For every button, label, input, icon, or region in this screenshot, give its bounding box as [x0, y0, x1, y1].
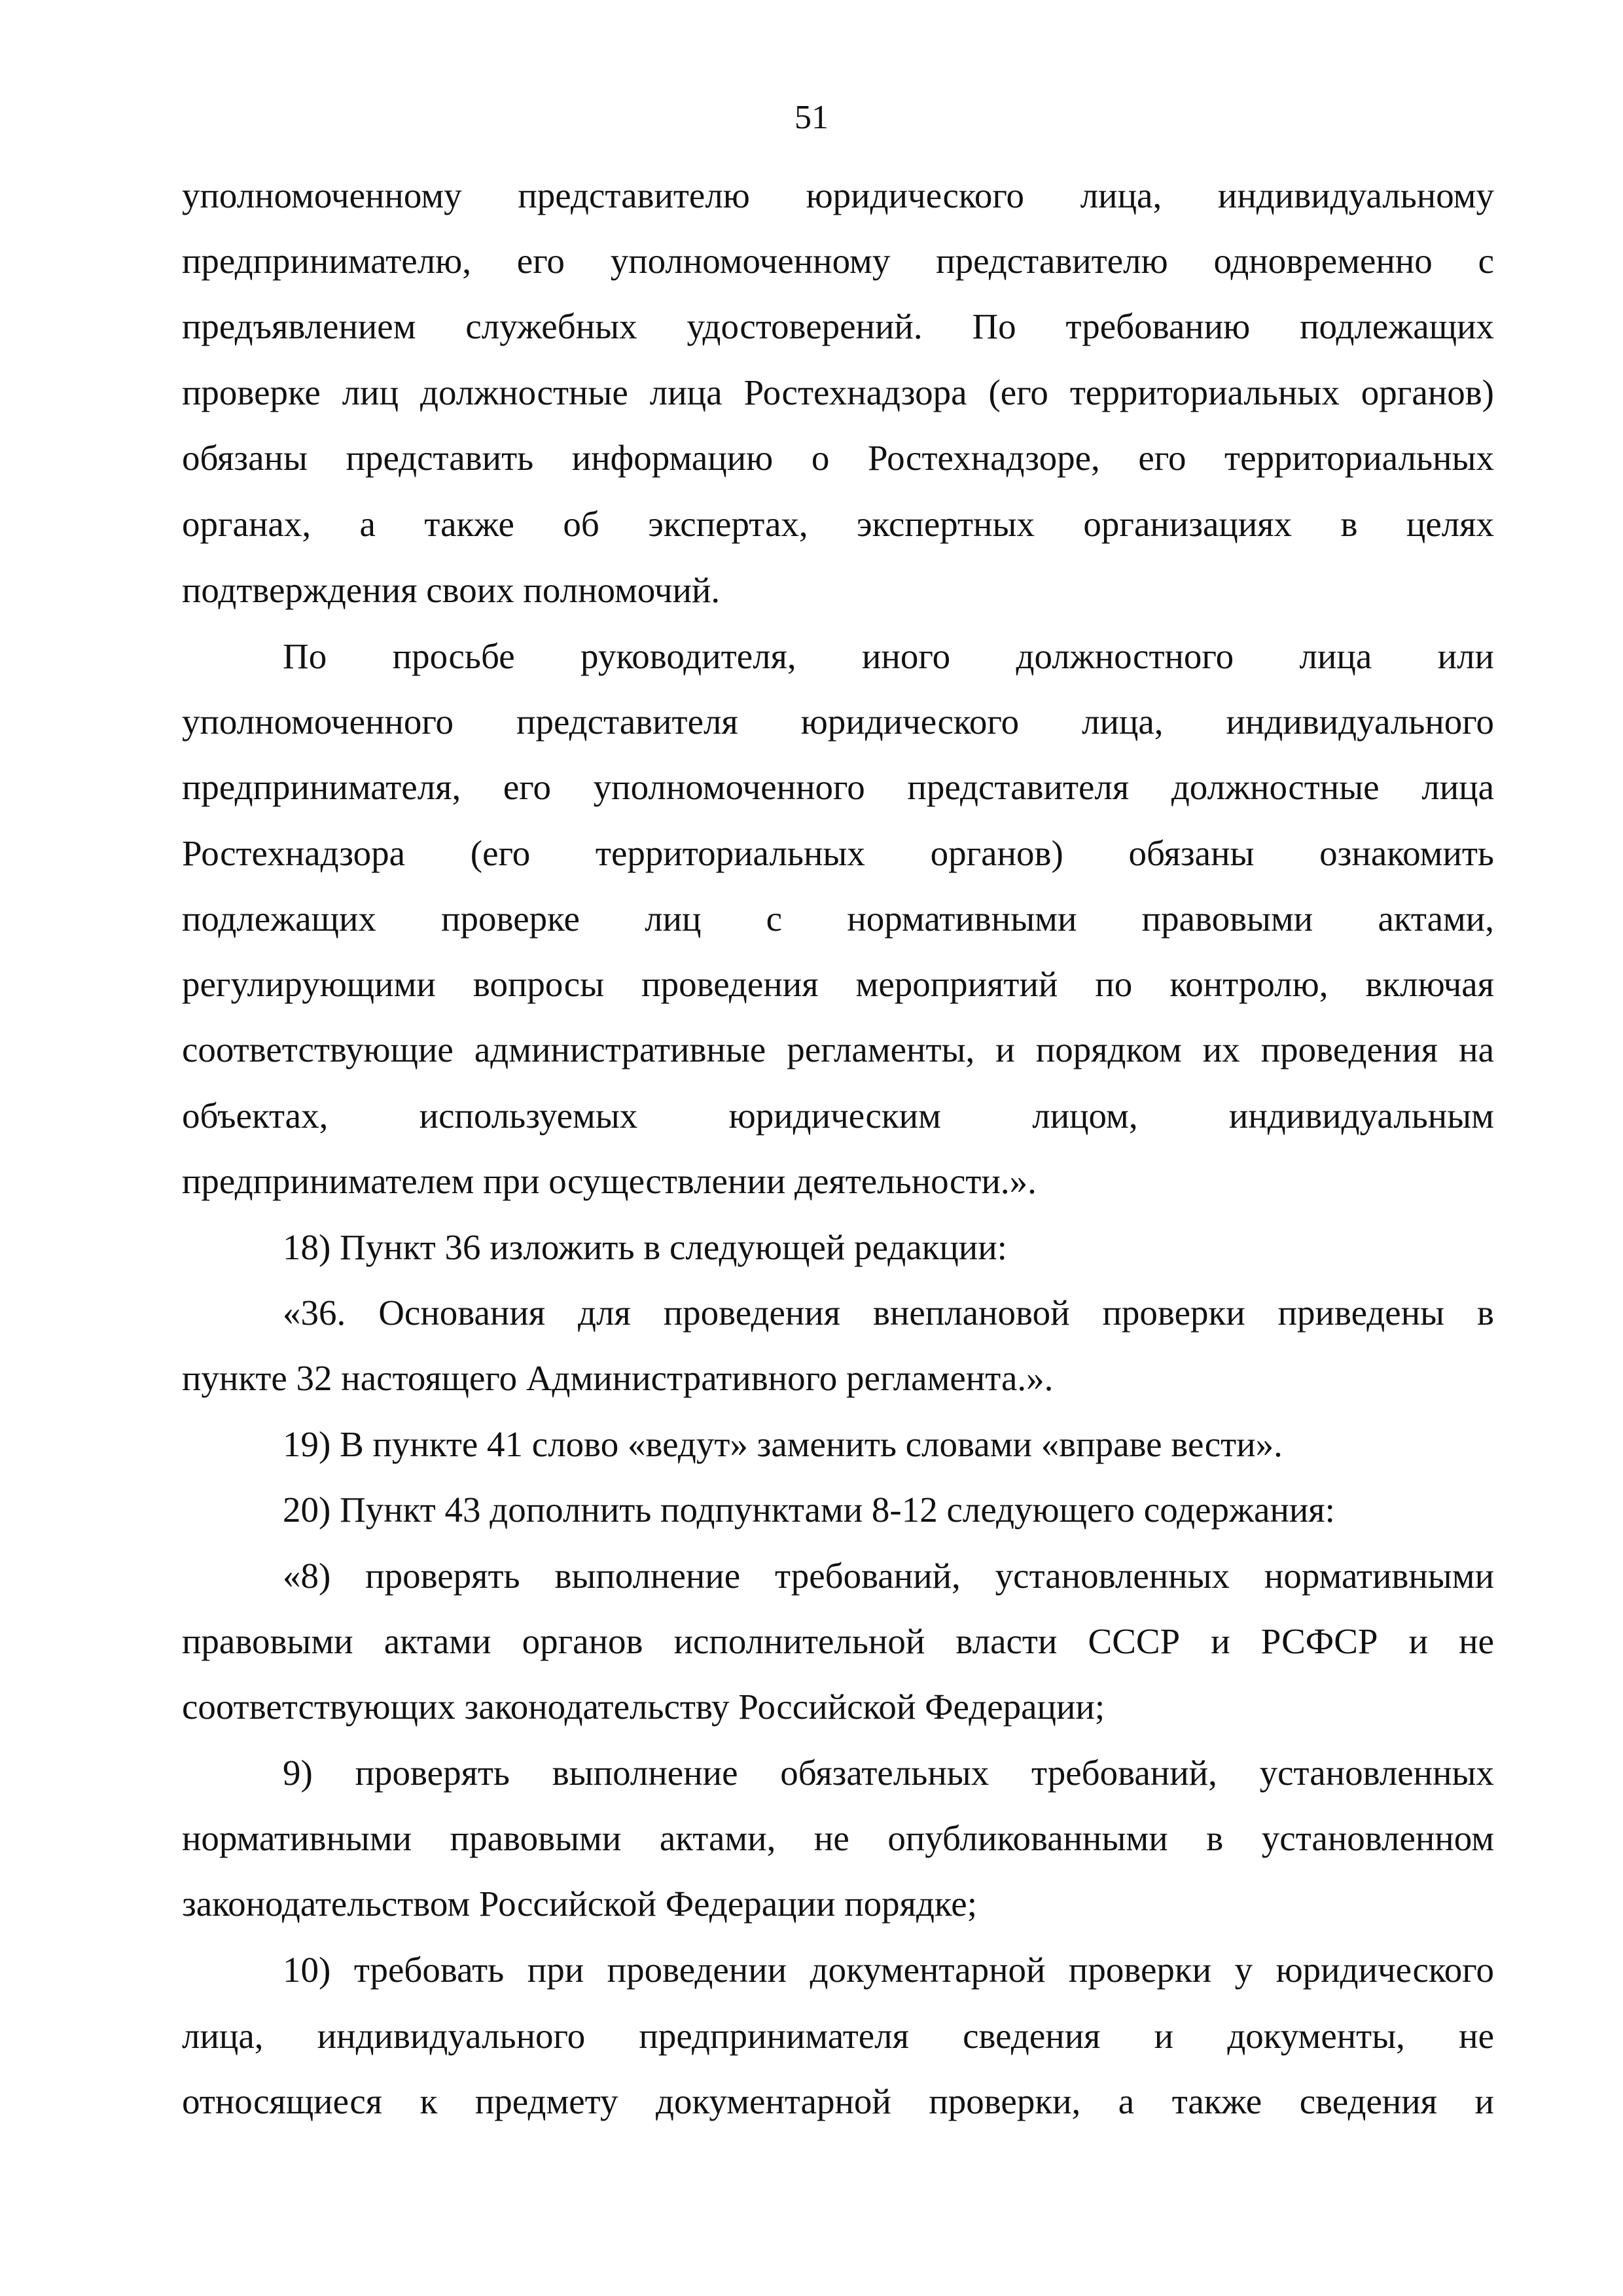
- text-line: 20) Пункт 43 дополнить подпунктами 8-12 следующего содержания:: [283, 1490, 1335, 1530]
- text-line: пункте 32 настоящего Административного регламента.».: [182, 1358, 1054, 1398]
- text-line: предпринимателем при осуществлении деятельности.».: [182, 1161, 1037, 1201]
- text-line: регулирующими вопросы проведения мероприятий по контролю, включая: [182, 964, 1494, 1004]
- text-line: обязаны представить информацию о Ростехнадзоре, его территориальных: [182, 438, 1494, 478]
- text-line: законодательством Российской Федерации порядке;: [182, 1884, 977, 1924]
- page-number: 51: [794, 99, 829, 136]
- text-line: подлежащих проверке лиц с нормативными правовыми актами,: [182, 899, 1494, 939]
- text-line: «8) проверять выполнение требований, установленных нормативными: [283, 1556, 1494, 1596]
- text-line: 18) Пункт 36 изложить в следующей редакции:: [283, 1227, 1007, 1267]
- text-line: 19) В пункте 41 слово «ведут» заменить словами «вправе вести».: [283, 1424, 1283, 1464]
- text-line: соответствующие административные регламенты, и порядком их проведения на: [182, 1030, 1494, 1069]
- text-line: По просьбе руководителя, иного должностного лица или: [283, 636, 1494, 676]
- text-line: органах, а также об экспертах, экспертных организациях в целях: [182, 504, 1494, 544]
- text-line: 10) требовать при проведении документарной проверки у юридического: [283, 1950, 1494, 1990]
- text-line: относящиеся к предмету документарной проверки, а также сведения и: [182, 2081, 1494, 2121]
- text-line: соответствующих законодательству Российской Федерации;: [182, 1687, 1105, 1727]
- text-line: нормативными правовыми актами, не опубликованными в установленном: [182, 1818, 1494, 1858]
- text-line: «36. Основания для проведения внеплановой проверки приведены в: [283, 1293, 1494, 1333]
- text-line: проверке лиц должностные лица Ростехнадзора (его территориальных органов): [182, 372, 1494, 412]
- text-line: предъявлением служебных удостоверений. По требованию подлежащих: [182, 306, 1494, 346]
- text-line: уполномоченного представителя юридического лица, индивидуального: [182, 702, 1494, 742]
- text-line: предпринимателя, его уполномоченного представителя должностные лица: [182, 767, 1494, 807]
- text-line: Ростехнадзора (его территориальных органов) обязаны ознакомить: [182, 833, 1494, 873]
- text-line: правовыми актами органов исполнительной власти СССР и РСФСР и не: [182, 1621, 1494, 1661]
- text-line: лица, индивидуального предпринимателя сведения и документы, не: [182, 2016, 1494, 2056]
- text-line: предпринимателю, его уполномоченному представителю одновременно с: [182, 241, 1494, 281]
- text-line: уполномоченному представителю юридического лица, индивидуальному: [182, 175, 1494, 215]
- text-line: 9) проверять выполнение обязательных требований, установленных: [283, 1753, 1494, 1793]
- text-line: объектах, используемых юридическим лицом, индивидуальным: [182, 1096, 1494, 1136]
- text-line: подтверждения своих полномочий.: [182, 570, 721, 610]
